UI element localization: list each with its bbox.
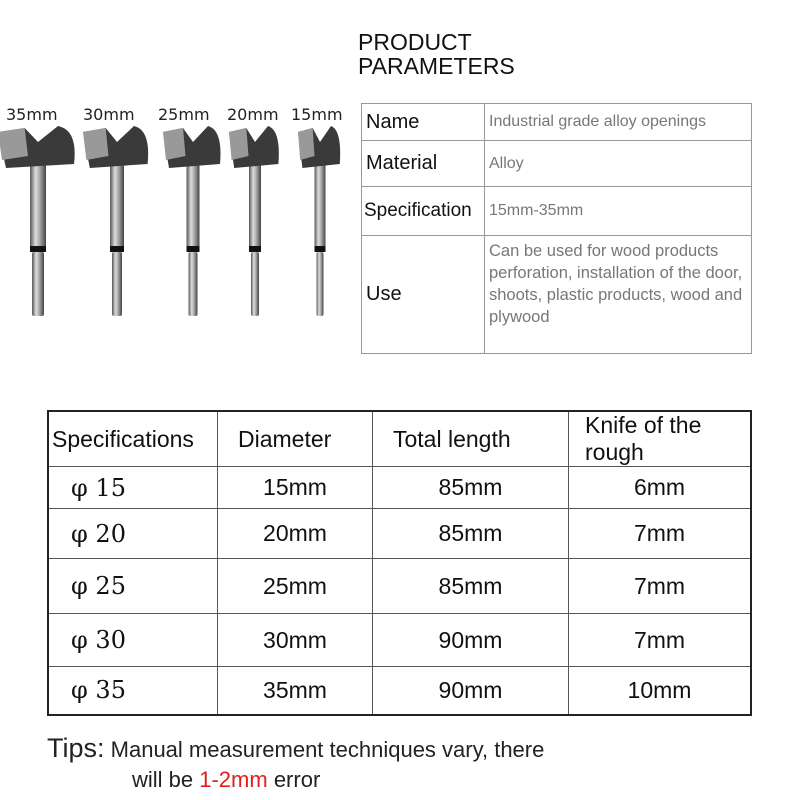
drill-shank bbox=[249, 160, 261, 250]
param-key: Material bbox=[362, 141, 485, 187]
length-cell: 85mm bbox=[373, 559, 569, 614]
param-row bbox=[362, 104, 752, 141]
spec-cell: φ 35 bbox=[48, 667, 218, 715]
knife-cell: 6mm bbox=[569, 467, 752, 509]
tips-text: Manual measurement techniques vary, there bbox=[110, 737, 545, 762]
length-cell: 85mm bbox=[373, 509, 569, 559]
spec-cell: φ 30 bbox=[48, 614, 218, 667]
table-row bbox=[48, 614, 751, 667]
title-line-1: PRODUCT bbox=[358, 29, 472, 55]
bit-label: 25mm bbox=[158, 105, 210, 124]
tips-label: Tips: bbox=[47, 733, 105, 763]
tips-text: error bbox=[267, 767, 321, 792]
param-value: 15mm-35mm bbox=[485, 187, 752, 236]
knife-cell: 7mm bbox=[569, 614, 752, 667]
column-header: Specifications bbox=[48, 411, 218, 467]
param-key: Use bbox=[362, 236, 485, 354]
param-row bbox=[362, 187, 752, 236]
drill-shank bbox=[315, 160, 326, 250]
param-value: Can be used for wood products perforation, installation of the door, shoots, plastic products, wood and plywood bbox=[485, 236, 752, 354]
spec-cell: φ 20 bbox=[48, 509, 218, 559]
bit-label: 15mm bbox=[291, 105, 343, 124]
drill-shank bbox=[187, 160, 200, 250]
knife-cell: 7mm bbox=[569, 559, 752, 614]
length-cell: 90mm bbox=[373, 614, 569, 667]
table-row bbox=[48, 509, 751, 559]
bit-label: 30mm bbox=[83, 105, 135, 124]
param-row bbox=[362, 141, 752, 187]
drill-bits-image bbox=[0, 120, 360, 330]
column-header: Diameter bbox=[218, 411, 373, 467]
drill-shank bbox=[110, 160, 124, 250]
param-row bbox=[362, 236, 752, 354]
diameter-cell: 15mm bbox=[218, 467, 373, 509]
diameter-cell: 35mm bbox=[218, 667, 373, 715]
param-key: Name bbox=[362, 104, 485, 141]
page-title bbox=[358, 30, 515, 78]
table-row bbox=[48, 559, 751, 614]
param-key: Specification bbox=[362, 187, 485, 236]
tips-text: will be bbox=[132, 767, 200, 792]
table-row bbox=[48, 667, 751, 715]
table-row bbox=[48, 467, 751, 509]
length-cell: 85mm bbox=[373, 467, 569, 509]
diameter-cell: 30mm bbox=[218, 614, 373, 667]
specifications-table bbox=[47, 410, 752, 716]
drill-shank bbox=[30, 160, 46, 250]
length-cell: 90mm bbox=[373, 667, 569, 715]
product-parameters-table bbox=[361, 103, 752, 354]
diameter-cell: 20mm bbox=[218, 509, 373, 559]
tips-note bbox=[47, 733, 544, 795]
title-line-2: PARAMETERS bbox=[358, 53, 515, 79]
bit-label: 20mm bbox=[227, 105, 279, 124]
tips-highlight: 1-2mm bbox=[199, 767, 268, 792]
param-value: Industrial grade alloy openings bbox=[485, 104, 752, 141]
spec-cell: φ 15 bbox=[48, 467, 218, 509]
column-header: Knife of the rough bbox=[569, 411, 752, 467]
spec-cell: φ 25 bbox=[48, 559, 218, 614]
param-value: Alloy bbox=[485, 141, 752, 187]
knife-cell: 7mm bbox=[569, 509, 752, 559]
diameter-cell: 25mm bbox=[218, 559, 373, 614]
bit-label: 35mm bbox=[6, 105, 58, 124]
knife-cell: 10mm bbox=[569, 667, 752, 715]
column-header: Total length bbox=[373, 411, 569, 467]
header-row bbox=[48, 411, 751, 467]
